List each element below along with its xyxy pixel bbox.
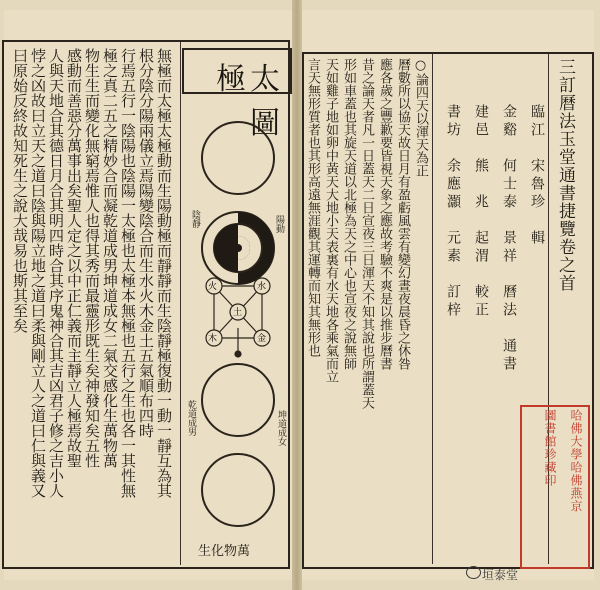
left-text-column: 根分陰分陽兩儀立焉陽變陰合而生水火木金土五氣順布四時 [137, 48, 155, 438]
yinyang-circle [202, 212, 274, 284]
credit-line: 金谿 何士泰 景祥 曆法 通書 [501, 104, 517, 374]
preface-column: 天如雞子地如卵中黃天大地小天表裏有水天地各乘氣而立 [323, 58, 338, 383]
preface-column: 曆數所以協天故日月有盈虧風雲有變幻晝夜晨昏之休咎 [395, 58, 410, 370]
stamp-line: 哈佛大學哈佛燕京 [569, 409, 583, 513]
wuji-circle [202, 122, 274, 194]
preface-column: 形如車蓋也其旋天道以北極為天之中心也宣夜之說無師 [341, 58, 356, 370]
left-text-column: 感動而善惡分萬事出矣聖人定之以中正仁義而主靜立人極焉故聖 [65, 48, 83, 468]
wuxing-label-water: 水 [257, 282, 267, 292]
left-text-column: 行焉五行一陰陽也陰陽一太極也太極本無極也五行之生也各一其性無 [119, 48, 137, 498]
book-title: 三訂曆法玉堂通書捷覽卷之首 [555, 58, 575, 292]
qiankun-circle [202, 364, 274, 436]
watermark: 垣泰堂 [482, 568, 519, 582]
taiji-diagram-svg [188, 100, 288, 560]
diagram-title-box [182, 48, 292, 141]
column-divider [180, 42, 181, 565]
taiji-diagram [188, 100, 288, 560]
left-text-column: 極之真二五之精妙合而凝乾道成男坤道成女二氣交感化生萬物萬 [101, 48, 119, 468]
left-text-column: 人與天地合其德日月合其明四時合其序鬼神合其吉凶君子修之吉小人 [47, 48, 65, 498]
column-divider [432, 54, 433, 564]
wechat-icon [466, 566, 481, 579]
preface-column: 應各歲之豐歉要皆視天象之應故考驗不爽是以推步曆書 [377, 58, 392, 370]
label-kundao: 坤道成女 [276, 410, 286, 446]
diagram-title: 太極圖 [216, 62, 284, 141]
preface-column: 言天無形質者也其形高遠無涯觀其運轉而知其無形也 [305, 58, 320, 357]
book-gutter [292, 0, 302, 590]
credit-line: 建邑 熊 兆 起渭 較正 [473, 104, 489, 320]
wanwu-circle [202, 454, 274, 526]
left-text-column: 物生生而變化無窮焉惟人也得其秀而最靈形既生矣神發知矣五性 [83, 48, 101, 468]
wuxing-label-earth: 土 [233, 308, 243, 318]
label-yang-dong: 陽動 [274, 215, 284, 233]
left-text-column: 悖之凶故曰立天之道曰陰與陽立地之道曰柔與剛立人之道曰仁與義又 [29, 48, 47, 498]
wuxing-label-fire: 火 [208, 282, 218, 292]
label-yin-jing: 陰靜 [190, 210, 200, 228]
left-text-column: 無極而太極太極動而生陽動極而靜靜而生陰靜極復動一動一靜互為其 [155, 48, 173, 498]
preface-heading: ○論四天以渾天為正 [413, 58, 428, 177]
stamp-line: 圖書館珍藏印 [543, 409, 557, 487]
wuxing-label-wood: 木 [208, 334, 218, 344]
left-text-column: 曰原始反終故知死生之說大哉易也斯其至矣 [11, 48, 29, 333]
label-qiandao: 乾道成男 [186, 400, 196, 436]
library-seal-stamp [520, 405, 590, 569]
diagram-bottom-label: 萬物化生 [198, 544, 251, 559]
preface-column: 昔之論天者凡一日蓋天二日宣夜三日渾天不知其說也所謂蓋天 [359, 58, 374, 409]
credit-line: 書坊 余應灝 元素 訂梓 [445, 104, 461, 320]
wuxing-label-metal: 金 [257, 334, 267, 344]
credit-line: 臨江 宋魯珍 輯 [529, 104, 545, 248]
